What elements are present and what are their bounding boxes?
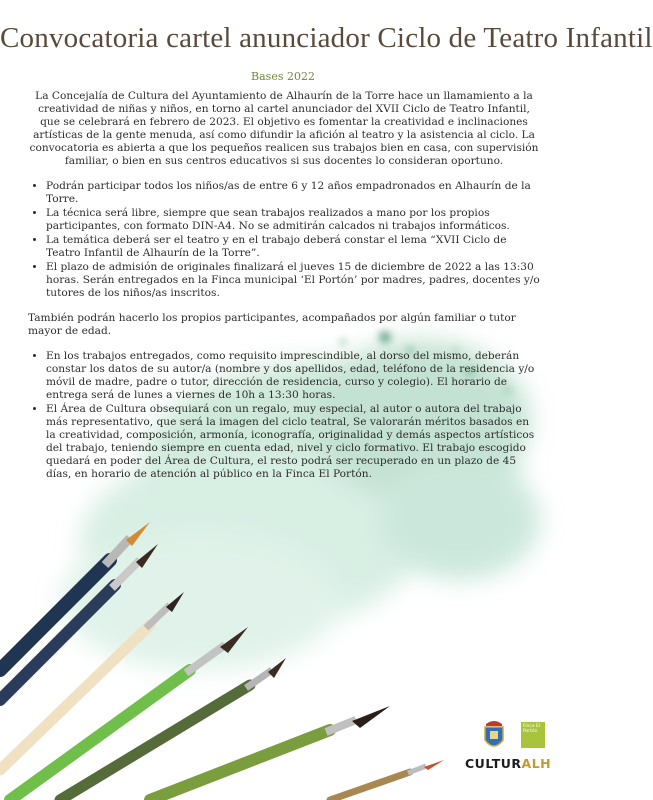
list-item: • El Área de Cultura obsequiará con un regalo, muy especial, al autor o autora del trabajo más representativo, que será la imagen del ciclo teatral, Se valorarán méritos basados en la creatividad, composición, armonía, iconografía, originalidad y demás aspectos artísticos del trabajo, teniendo siempre en cuenta edad, nivel y ciclo formativo. El trabajo escogido quedará en poder del Área de Cultura, el resto podrá ser recuperado en un plazo de 45 días, en horario de atención al público en la Finca El Portón.: [46, 403, 540, 481]
list-item: • La temática deberá ser el teatro y en el trabajo deberá constar el lema “XVII Ciclo de Teatro Infantil de Alhaurín de la Torre”.: [46, 234, 540, 260]
list-item: • En los trabajos entregados, como requisito imprescindible, al dorso del mismo, deberán constar los datos de su autor/a (nombre y dos apellidos, edad, teléfono de la residencia y/o móvil de madre, padre o tutor, dirección de residencia, curso y colegio). El horario de entrega será de lunes a viernes de 10h a 13:30 horas.: [46, 350, 540, 402]
list-item: • La técnica será libre, siempre que sean trabajos realizados a mano por los propios participantes, con formato DIN-A4. No se admitirán calcados ni trabajos informáticos.: [46, 207, 540, 233]
page-title: Convocatoria cartel anunciador Ciclo de Teatro Infantil: [0, 22, 653, 54]
body-content: [28, 90, 540, 482]
brush-small: [330, 760, 444, 800]
list-item: • El plazo de admisión de originales finalizará el jueves 15 de diciembre de 2022 a las 13:30 horas. Serán entregados en la Finca municipal ‘El Portón’ por madres, padres, docentes y/o tutores de los niños/as inscritos.: [46, 261, 540, 300]
submission-list: [28, 350, 540, 481]
logos-footer: [455, 710, 555, 790]
list-item: • Podrán participar todos los niños/as de entre 6 y 12 años empadronados en Alhaurín de la Torre.: [46, 180, 540, 206]
finca-el-porton-logo: Finca El Portón: [521, 722, 545, 748]
paintbrushes-illustration: [0, 510, 460, 800]
town-coat-of-arms-icon: [483, 718, 505, 752]
intro-paragraph: La Concejalía de Cultura del Ayuntamiento de Alhaurín de la Torre hace un llamamiento a la creatividad de niñas y niños, en torno al cartel anunciador del XVII Ciclo de Teatro Infantil, que se celebrará en febrero de 2023. El objetivo es fomentar la creatividad e inclinaciones artísticas de la gente menuda, así como difundir la afición al teatro y la asistencia al ciclo. La convocatoria es abierta a que los pequeños realicen sus trabajos bien en casa, con supervisión familiar, o bien en sus centros educativos si sus docentes lo consideran oportuno.: [29, 90, 539, 167]
brush-dark-2: [0, 544, 158, 700]
requirements-list: [28, 180, 540, 300]
page-subtitle: Bases 2022: [251, 70, 315, 83]
culturalh-logo: CULTURALH: [465, 756, 552, 771]
participants-paragraph: También podrán hacerlo los propios participantes, acompañados por algún familiar o tutor mayor de edad.: [28, 312, 516, 337]
